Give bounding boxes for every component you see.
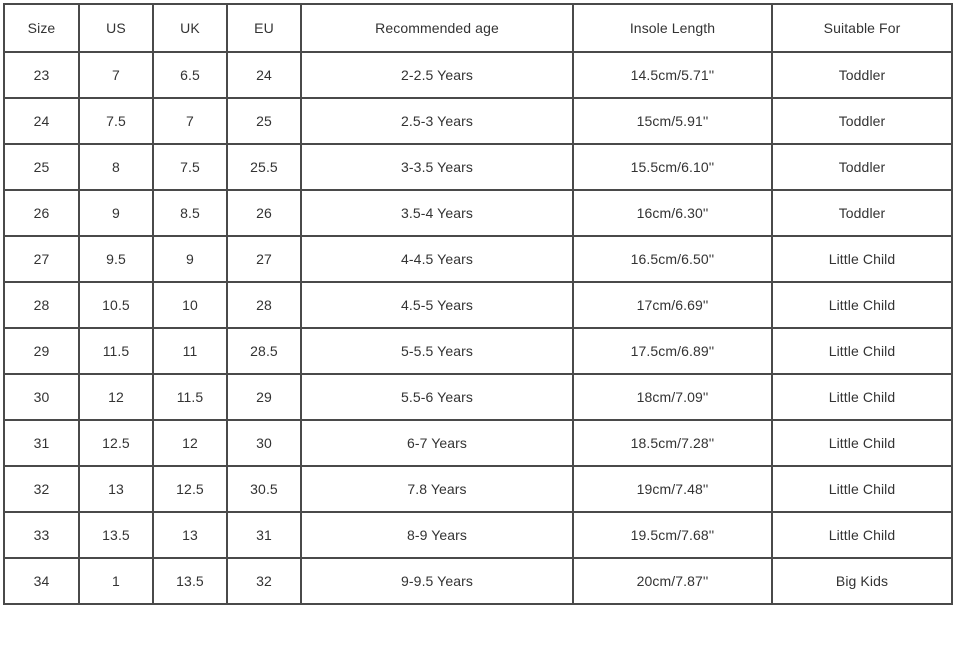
table-row (4, 328, 952, 374)
cell-insole-length: 14.5cm/5.71'' (573, 52, 772, 98)
cell-eu: 30 (227, 420, 301, 466)
cell-size: 23 (4, 52, 79, 98)
cell-insole-length: 18.5cm/7.28'' (573, 420, 772, 466)
cell-suitable-for: Toddler (772, 144, 952, 190)
cell-suitable-for: Little Child (772, 466, 952, 512)
cell-us: 1 (79, 558, 153, 604)
cell-us: 8 (79, 144, 153, 190)
cell-insole-length: 20cm/7.87'' (573, 558, 772, 604)
table-row (4, 98, 952, 144)
cell-suitable-for: Big Kids (772, 558, 952, 604)
header-recommended-age: Recommended age (301, 4, 573, 52)
cell-recommended-age: 2.5-3 Years (301, 98, 573, 144)
cell-uk: 11.5 (153, 374, 227, 420)
cell-recommended-age: 4.5-5 Years (301, 282, 573, 328)
header-uk: UK (153, 4, 227, 52)
table-row (4, 282, 952, 328)
cell-us: 9.5 (79, 236, 153, 282)
cell-insole-length: 15.5cm/6.10'' (573, 144, 772, 190)
cell-recommended-age: 9-9.5 Years (301, 558, 573, 604)
cell-suitable-for: Little Child (772, 282, 952, 328)
cell-us: 7.5 (79, 98, 153, 144)
cell-suitable-for: Little Child (772, 420, 952, 466)
cell-suitable-for: Little Child (772, 328, 952, 374)
cell-size: 27 (4, 236, 79, 282)
cell-recommended-age: 4-4.5 Years (301, 236, 573, 282)
cell-insole-length: 15cm/5.91'' (573, 98, 772, 144)
table-row (4, 558, 952, 604)
cell-size: 33 (4, 512, 79, 558)
header-suitable-for: Suitable For (772, 4, 952, 52)
cell-us: 7 (79, 52, 153, 98)
cell-insole-length: 18cm/7.09'' (573, 374, 772, 420)
table-row (4, 190, 952, 236)
table-row (4, 236, 952, 282)
table-row (4, 420, 952, 466)
cell-us: 9 (79, 190, 153, 236)
cell-size: 31 (4, 420, 79, 466)
cell-eu: 32 (227, 558, 301, 604)
cell-eu: 30.5 (227, 466, 301, 512)
cell-suitable-for: Toddler (772, 190, 952, 236)
cell-recommended-age: 8-9 Years (301, 512, 573, 558)
table-row (4, 512, 952, 558)
cell-insole-length: 19cm/7.48'' (573, 466, 772, 512)
cell-eu: 31 (227, 512, 301, 558)
table-row (4, 52, 952, 98)
cell-uk: 7 (153, 98, 227, 144)
cell-eu: 25 (227, 98, 301, 144)
cell-insole-length: 17.5cm/6.89'' (573, 328, 772, 374)
cell-eu: 27 (227, 236, 301, 282)
cell-eu: 29 (227, 374, 301, 420)
cell-uk: 10 (153, 282, 227, 328)
cell-suitable-for: Toddler (772, 52, 952, 98)
cell-recommended-age: 7.8 Years (301, 466, 573, 512)
cell-uk: 9 (153, 236, 227, 282)
cell-suitable-for: Little Child (772, 236, 952, 282)
cell-uk: 8.5 (153, 190, 227, 236)
cell-us: 13 (79, 466, 153, 512)
cell-insole-length: 19.5cm/7.68'' (573, 512, 772, 558)
cell-us: 13.5 (79, 512, 153, 558)
cell-eu: 25.5 (227, 144, 301, 190)
cell-us: 11.5 (79, 328, 153, 374)
cell-size: 34 (4, 558, 79, 604)
cell-size: 24 (4, 98, 79, 144)
header-size: Size (4, 4, 79, 52)
cell-insole-length: 16cm/6.30'' (573, 190, 772, 236)
cell-size: 29 (4, 328, 79, 374)
table-row (4, 144, 952, 190)
table-row (4, 374, 952, 420)
header-row (4, 4, 952, 52)
cell-recommended-age: 5-5.5 Years (301, 328, 573, 374)
cell-us: 10.5 (79, 282, 153, 328)
cell-recommended-age: 6-7 Years (301, 420, 573, 466)
cell-uk: 13 (153, 512, 227, 558)
cell-size: 32 (4, 466, 79, 512)
cell-eu: 28.5 (227, 328, 301, 374)
cell-suitable-for: Little Child (772, 512, 952, 558)
cell-size: 25 (4, 144, 79, 190)
header-insole-length: Insole Length (573, 4, 772, 52)
cell-size: 26 (4, 190, 79, 236)
cell-uk: 13.5 (153, 558, 227, 604)
cell-uk: 6.5 (153, 52, 227, 98)
cell-eu: 28 (227, 282, 301, 328)
cell-insole-length: 16.5cm/6.50'' (573, 236, 772, 282)
cell-recommended-age: 3-3.5 Years (301, 144, 573, 190)
cell-insole-length: 17cm/6.69'' (573, 282, 772, 328)
cell-size: 30 (4, 374, 79, 420)
cell-suitable-for: Toddler (772, 98, 952, 144)
cell-recommended-age: 5.5-6 Years (301, 374, 573, 420)
cell-uk: 12.5 (153, 466, 227, 512)
cell-recommended-age: 3.5-4 Years (301, 190, 573, 236)
cell-us: 12 (79, 374, 153, 420)
size-chart-table (3, 3, 953, 605)
cell-uk: 12 (153, 420, 227, 466)
cell-uk: 11 (153, 328, 227, 374)
cell-uk: 7.5 (153, 144, 227, 190)
cell-eu: 24 (227, 52, 301, 98)
header-us: US (79, 4, 153, 52)
cell-size: 28 (4, 282, 79, 328)
header-eu: EU (227, 4, 301, 52)
cell-recommended-age: 2-2.5 Years (301, 52, 573, 98)
table-row (4, 466, 952, 512)
cell-eu: 26 (227, 190, 301, 236)
cell-us: 12.5 (79, 420, 153, 466)
cell-suitable-for: Little Child (772, 374, 952, 420)
